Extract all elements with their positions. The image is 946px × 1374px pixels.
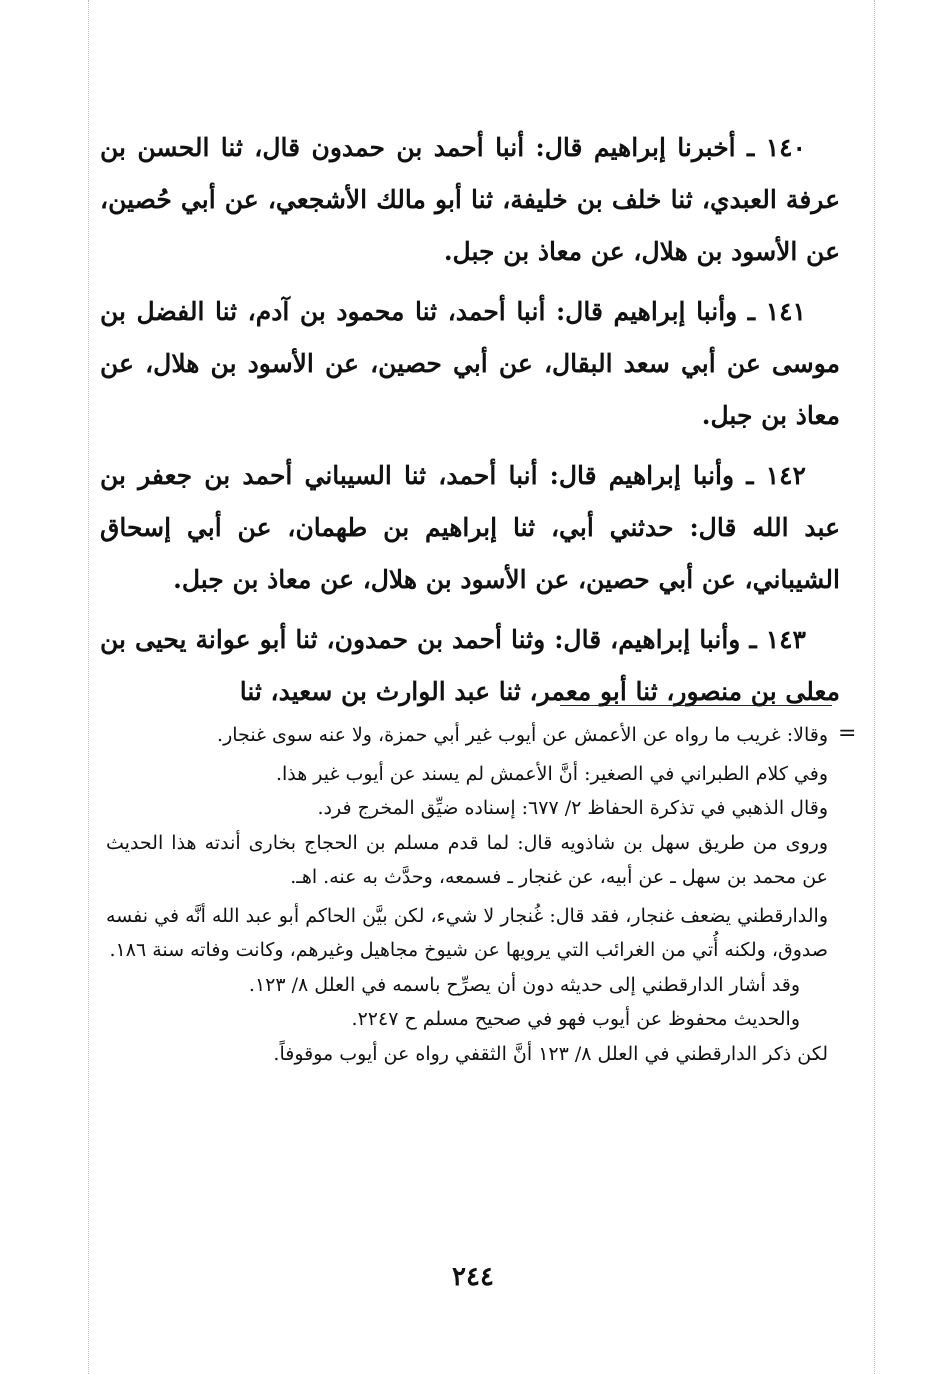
hadith-141 <box>100 286 840 442</box>
footnote-line: وقد أشار الدارقطني إلى حديثه دون أن يصرِّح باسمه في العلل ٨/ ١٢٣. <box>248 973 800 996</box>
footnote-line: والدارقطني يضعف غنجار، فقد قال: غُنجار لا شيء، لكن بيَّن الحاكم أبو عبد الله أنَّه في نفسه صدوق، ولكنه أُتي من الغرائب التي يرويها عن شيوخ مجاهيل وغيرهم، وكانت وفاته سنة ١٨٦. <box>106 904 828 961</box>
hadith-143 <box>100 614 840 718</box>
footnote-continuation-mark: = <box>838 721 857 746</box>
hadith-text: ـ وأنبا إبراهيم، قال: وثنا أحمد بن حمدون، ثنا أبو عوانة يحيى بن معلى بن منصور، ثنا أبو معمر، ثنا عبد الوارث بن سعيد، ثنا <box>100 625 840 706</box>
hadith-number: ١٤١ <box>765 297 806 326</box>
hadith-142 <box>100 450 840 606</box>
hadith-number: ١٤٣ <box>765 625 806 654</box>
left-margin-guide <box>88 0 89 1374</box>
footnote-line: وفي كلام الطبراني في الصغير: أنَّ الأعمش لم يسند عن أيوب غير هذا. <box>275 762 828 785</box>
hadith-number: ١٤٢ <box>765 461 806 490</box>
footnotes <box>106 718 828 1071</box>
hadith-text: ـ وأنبا إبراهيم قال: أنبا أحمد، ثنا محمود بن آدم، ثنا الفضل بن موسى عن أبي سعد البقال، عن أبي حصين، عن الأسود بن هلال، عن معاذ بن جبل. <box>100 297 840 430</box>
hadith-140 <box>100 122 840 278</box>
footnote-line: وقالا: غريب ما رواه عن الأعمش عن أيوب غير أبي حمزة، ولا عنه سوى غنجار. <box>217 724 828 746</box>
footnote-line: والحديث محفوظ عن أيوب فهو في صحيح مسلم ح ٢٢٤٧. <box>351 1008 800 1030</box>
footnote-line: لكن ذكر الدارقطني في العلل ٨/ ١٢٣ أنَّ الثقفي رواه عن أيوب موقوفاً. <box>273 1042 828 1065</box>
main-text <box>100 122 840 726</box>
hadith-number: ١٤٠ <box>765 133 806 162</box>
footnote-line: وروى من طريق سهل بن شاذويه قال: لما قدم مسلم بن الحجاج بخارى أندته هذا الحديث عن محمد بن سهل ـ عن أبيه، عن غنجار ـ فسمعه، وحدَّث به عنه. اهـ. <box>106 831 828 888</box>
footnote-divider <box>560 705 832 706</box>
page-number: ٢٤٤ <box>452 1262 494 1292</box>
footnote-line: وقال الذهبي في تذكرة الحفاظ ٢/ ٦٧٧: إسناده ضيِّق المخرج فرد. <box>317 797 828 819</box>
hadith-text: ـ أخبرنا إبراهيم قال: أنبا أحمد بن حمدون قال، ثنا الحسن بن عرفة العبدي، ثنا خلف بن خليفة، ثنا أبو مالك الأشجعي، عن أبي حُصين، عن الأسود بن هلال، عن معاذ بن جبل. <box>100 133 840 266</box>
hadith-text: ـ وأنبا إبراهيم قال: أنبا أحمد، ثنا السيباني أحمد بن جعفر بن عبد الله قال: حدثني أبي، ثنا إبراهيم بن طهمان، عن أبي إسحاق الشيباني، عن أبي حصين، عن الأسود بن هلال، عن معاذ بن جبل. <box>100 461 840 594</box>
right-margin-guide <box>874 0 875 1374</box>
